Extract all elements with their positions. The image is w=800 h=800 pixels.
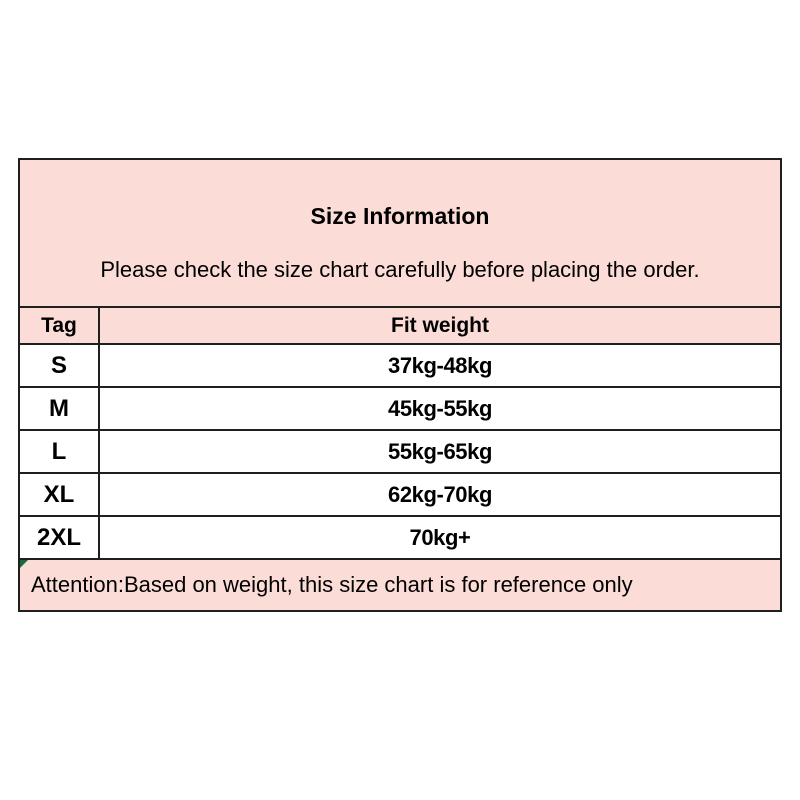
column-header-fit-weight: Fit weight bbox=[100, 308, 780, 345]
table-row-l-fit-weight: 55kg-65kg bbox=[100, 431, 780, 474]
table-row-l-tag: L bbox=[20, 431, 100, 474]
chart-header bbox=[20, 160, 780, 308]
table-row-2xl-tag: 2XL bbox=[20, 517, 100, 560]
chart-title: Size Information bbox=[310, 203, 490, 229]
chart-subtitle: Please check the size chart carefully before placing the order. bbox=[100, 257, 700, 283]
table-row-m-fit-weight: 45kg-55kg bbox=[100, 388, 780, 431]
size-table bbox=[20, 308, 780, 560]
attention-text: Attention:Based on weight, this size chart is for reference only bbox=[31, 572, 633, 597]
table-row-2xl-fit-weight: 70kg+ bbox=[100, 517, 780, 560]
size-chart-panel bbox=[18, 158, 782, 612]
table-row-xl-fit-weight: 62kg-70kg bbox=[100, 474, 780, 517]
column-header-tag: Tag bbox=[20, 308, 100, 345]
table-row-m-tag: M bbox=[20, 388, 100, 431]
table-row-s-fit-weight: 37kg-48kg bbox=[100, 345, 780, 388]
table-row-xl-tag: XL bbox=[20, 474, 100, 517]
attention-note-row bbox=[20, 560, 780, 610]
table-row-s-tag: S bbox=[20, 345, 100, 388]
green-corner-marker-icon bbox=[20, 560, 28, 568]
